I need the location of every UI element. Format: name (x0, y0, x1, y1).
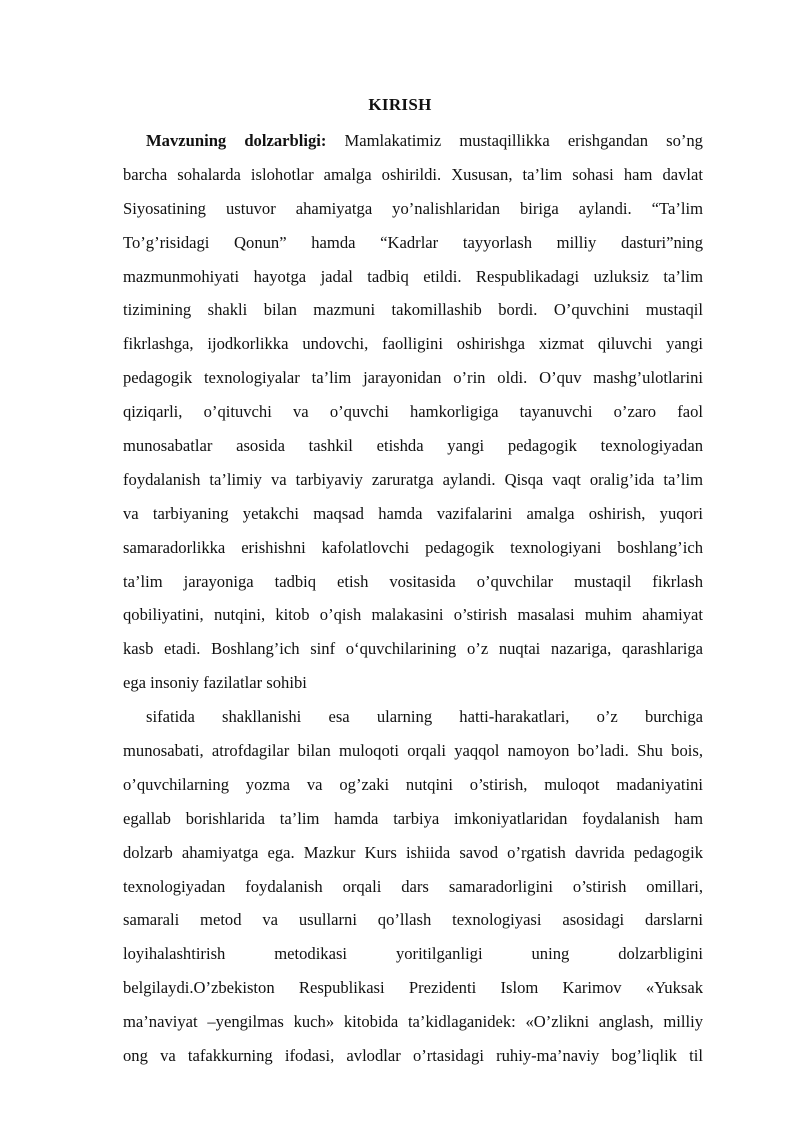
text-line: Siyosatining ustuvor ahamiyatga yo’nalishlaridan biriga aylandi. “Ta’lim (123, 198, 703, 218)
paragraph-1-lead-text: Mamlakatimiz mustaqillikka erishgandan so’ng (326, 131, 703, 150)
text-line: samaradorlikka erishishni kafolatlovchi pedagogik texnologiyani boshlang’ich (123, 537, 703, 557)
text-line: ma’naviyat –yengilmas kuch» kitobida ta’kidlaganidek: «O’zlikni anglash, milliy (123, 1012, 703, 1032)
text-line: dolzarb ahamiyatga ega. Mazkur Kurs ishiida savod o’rgatish davrida pedagogik (123, 842, 703, 862)
text-line: To’g’risidagi Qonun” hamda “Kadrlar tayyorlash milliy dasturi”ning (123, 232, 703, 252)
topic-relevance-heading: Mavzuning dolzarbligi: (146, 131, 327, 150)
text-line: ta’lim jarayoniga tadbiq etish vositasida o’quvchilar mustaqil fikrlash (123, 571, 703, 591)
text-line: o’quvchilarning yozma va og’zaki nutqini o’stirish, muloqot madaniyatini (123, 774, 703, 794)
text-line: loyihalashtirish metodikasi yoritilganligi uning dolzarbligini (123, 944, 703, 964)
text-line: va tarbiyaning yetakchi maqsad hamda vazifalarini amalga oshirish, yuqori (123, 503, 703, 523)
text-line: barcha sohalarda islohotlar amalga oshirildi. Xususan, ta’lim sohasi ham davlat (123, 164, 703, 184)
text-line: samarali metod va usullarni qo’llash texnologiyasi asosidagi darslarni (123, 910, 703, 930)
text-line: qiziqarli, o’qituvchi va o’quvchi hamkorligiga tayanuvchi o’zaro faol (123, 402, 703, 422)
text-line: munosabatlar asosida tashkil etishda yangi pedagogik texnologiyadan (123, 436, 703, 456)
text-line: ega insoniy fazilatlar sohibi (123, 673, 307, 693)
text-line: egallab borishlarida ta’lim hamda tarbiya imkoniyatlaridan foydalanish ham (123, 808, 703, 828)
text-line: munosabati, atrofdagilar bilan muloqoti orqali yaqqol namoyon bo’ladi. Shu bois, (123, 741, 703, 761)
paragraph-1-first-line (123, 124, 703, 158)
text-line: mazmunmohiyati hayotga jadal tadbiq etildi. Respublikadagi uzluksiz ta’lim (123, 266, 703, 286)
text-line: kasb etadi. Boshlang’ich sinf o‘quvchilarining o’z nuqtai nazariga, qarashlariga (123, 639, 703, 659)
text-line: pedagogik texnologiyalar ta’lim jarayonidan o’rin oldi. O’quv mashg’ulotlarini (123, 368, 703, 388)
text-line: foydalanish ta’limiy va tarbiyaviy zaruratga aylandi. Qisqa vaqt oralig’ida ta’lim (123, 469, 703, 489)
page-title: KIRISH (368, 95, 432, 114)
text-line: fikrlashga, ijodkorlikka undovchi, faolligini oshirishga xizmat qiluvchi yangi (123, 334, 703, 354)
text-line: tizimining shakli bilan mazmuni takomillashib bordi. O’quvchini mustaqil (123, 300, 703, 320)
text-line: texnologiyadan foydalanish orqali dars samaradorligini o’stirish omillari, (123, 876, 703, 896)
text-line: qobiliyatini, nutqini, kitob o’qish malakasini o’stirish masalasi muhim ahamiyat (123, 605, 703, 625)
text-line: belgilaydi.O’zbekiston Respublikasi Prezidenti Islom Karimov «Yuksak (123, 978, 703, 998)
text-line: ong va tafakkurning ifodasi, avlodlar o’rtasidagi ruhiy-ma’naviy bog’liqlik til (123, 1046, 703, 1066)
paragraph-2-first-line: sifatida shakllanishi esa ularning hatti-harakatlari, o’z burchiga (146, 707, 703, 727)
body-text (123, 124, 703, 1073)
